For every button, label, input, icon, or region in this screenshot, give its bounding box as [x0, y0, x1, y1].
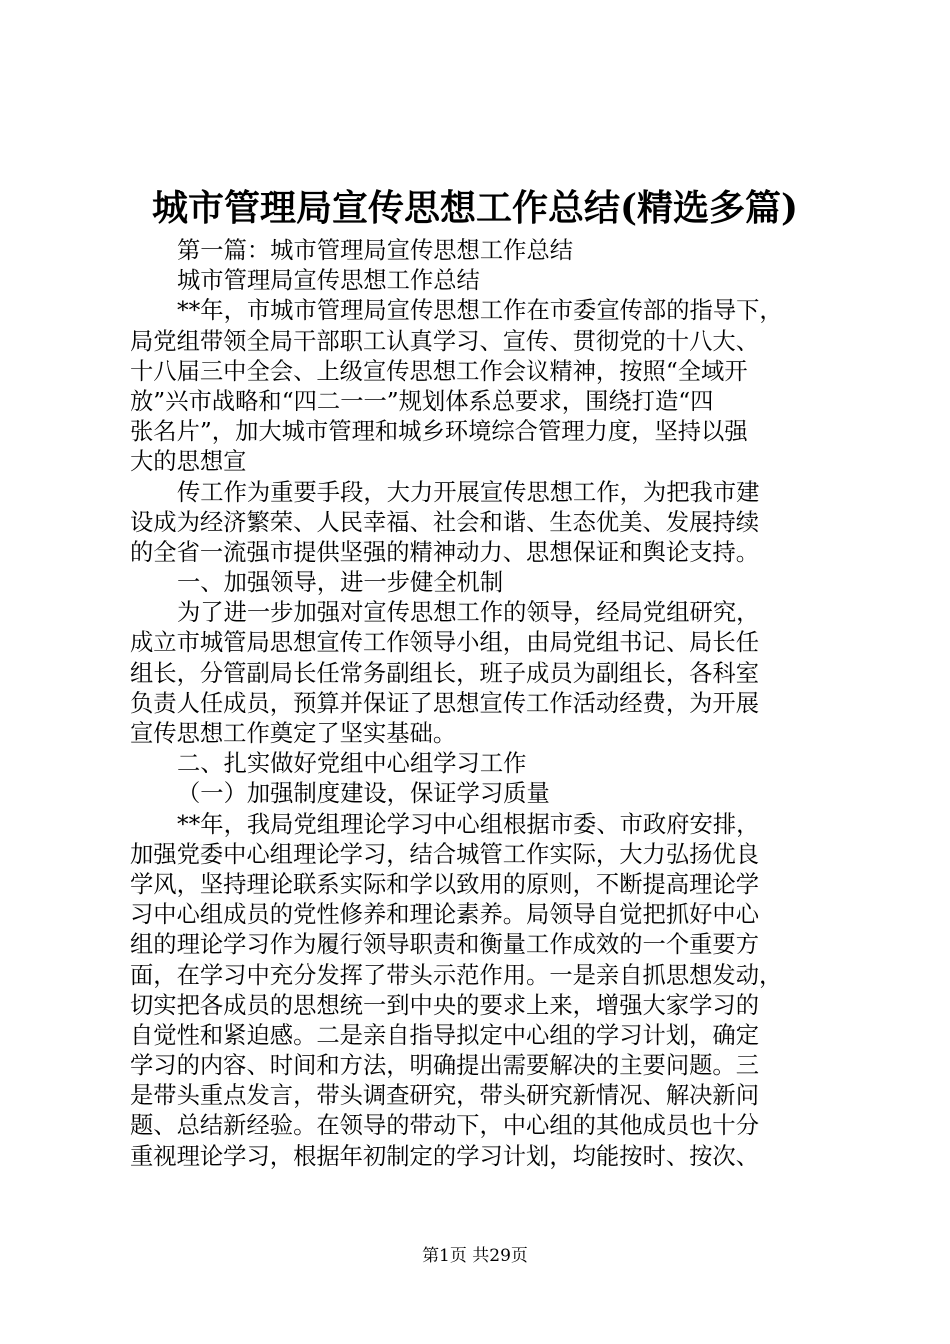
text-line: 学习的内容、时间和方法，明确提出需要解决的主要问题。三: [130, 1052, 760, 1080]
text-line: 是带头重点发言，带头调查研究，带头研究新情况、解决新问: [130, 1082, 760, 1110]
text-line: **年，市城市管理局宣传思想工作在市委宣传部的指导下，: [177, 297, 783, 325]
text-line: 组长，分管副局长任常务副组长，班子成员为副组长，各科室: [130, 659, 760, 687]
text-line: 传工作为重要手段，大力开展宣传思想工作，为把我市建: [177, 478, 760, 506]
text-line: 面，在学习中充分发挥了带头示范作用。一是亲自抓思想发动，: [130, 961, 783, 989]
text-line: 加强党委中心组理论学习，结合城管工作实际，大力弘扬优良: [130, 840, 760, 868]
text-line: 题、总结新经验。在领导的带动下，中心组的其他成员也十分: [130, 1112, 760, 1140]
text-line: 习中心组成员的党性修养和理论素养。局领导自觉把抓好中心: [130, 901, 760, 929]
text-line: 一、加强领导，进一步健全机制: [177, 569, 504, 597]
document-body: [130, 236, 830, 1172]
text-line: 学风，坚持理论联系实际和学以致用的原则，不断提高理论学: [130, 870, 760, 898]
text-line: 重视理论学习，根据年初制定的学习计划，均能按时、按次、: [130, 1142, 760, 1170]
text-line: 局党组带领全局干部职工认真学习、宣传、贯彻党的十八大、: [130, 327, 760, 355]
text-line: **年，我局党组理论学习中心组根据市委、市政府安排，: [177, 810, 760, 838]
text-line: 张名片”，加大城市管理和城乡环境综合管理力度，坚持以强: [130, 418, 748, 446]
text-line: 切实把各成员的思想统一到中央的要求上来，增强大家学习的: [130, 991, 760, 1019]
text-line: 自觉性和紧迫感。二是亲自指导拟定中心组的学习计划，确定: [130, 1021, 760, 1049]
text-line: （一）加强制度建设，保证学习质量: [177, 780, 550, 808]
text-line: 负责人任成员，预算并保证了思想宣传工作活动经费，为开展: [130, 689, 760, 717]
text-line: 二、扎实做好党组中心组学习工作: [177, 750, 527, 778]
text-line: 为了进一步加强对宣传思想工作的领导，经局党组研究，: [177, 599, 760, 627]
text-line: 组的理论学习作为履行领导职责和衡量工作成效的一个重要方: [130, 931, 760, 959]
page-footer: 第1页 共29页: [422, 1246, 528, 1266]
text-line: 设成为经济繁荣、人民幸福、社会和谐、生态优美、发展持续: [130, 508, 760, 536]
text-line: 十八届三中全会、上级宣传思想工作会议精神，按照“全域开: [130, 357, 748, 385]
document-title: 城市管理局宣传思想工作总结(精选多篇): [151, 187, 799, 229]
text-line: 成立市城管局思想宣传工作领导小组，由局党组书记、局长任: [130, 629, 760, 657]
text-line: 第一篇：城市管理局宣传思想工作总结: [177, 237, 574, 264]
text-line: 宣传思想工作奠定了坚实基础。: [130, 720, 457, 747]
text-line: 大的思想宣: [130, 448, 247, 476]
text-line: 放”兴市战略和“四二一一”规划体系总要求，围绕打造“四: [130, 387, 714, 415]
text-line: 的全省一流强市提供坚强的精神动力、思想保证和舆论支持。: [130, 538, 760, 566]
text-line: 城市管理局宣传思想工作总结: [177, 267, 480, 295]
